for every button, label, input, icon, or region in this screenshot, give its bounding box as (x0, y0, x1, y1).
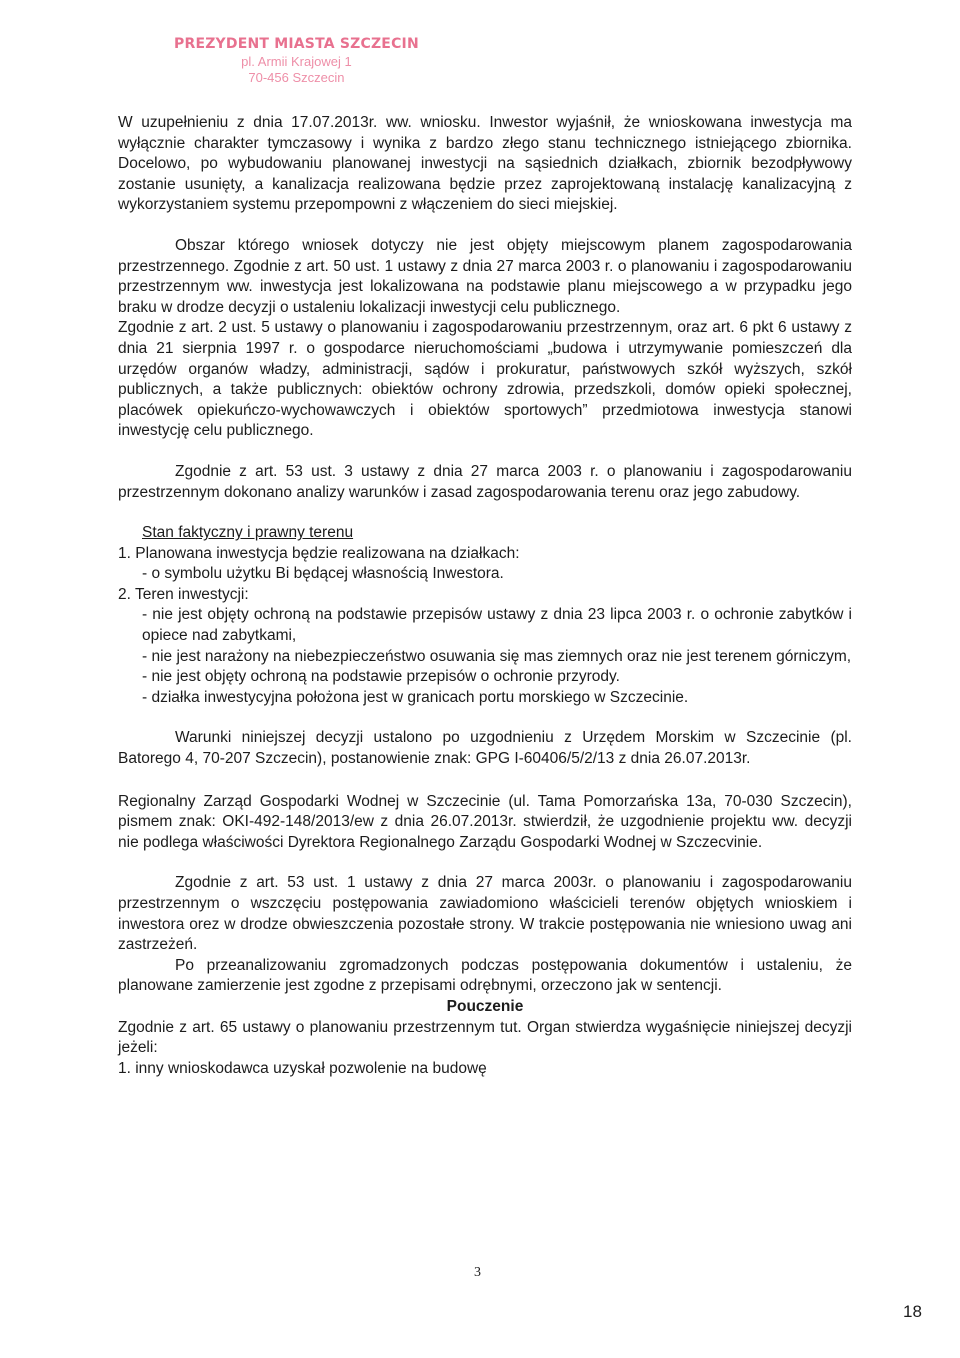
list-subitem: - nie jest narażony na niebezpieczeństwo osuwania się mas ziemnych oraz nie jest terenem górniczym, (142, 647, 852, 665)
section-heading: Stan faktyczny i prawny terenu (142, 524, 354, 542)
list-subitem: - nie jest objęty ochroną na podstawie przepisów o ochronie przyrody. (142, 668, 620, 686)
list-item: 1. Planowana inwestycja będzie realizowana na działkach: (118, 544, 520, 562)
paragraph: W uzupełnieniu z dnia 17.07.2013r. ww. wniosku. Inwestor wyjaśnił, że wnioskowana inwestycja ma wyłącznie charakter tymczasowy i wynika z bardzo złego stanu technicznego istniejącego zbiornika. Docelowo, po wybudowaniu planowanej inwestycji na sąsiednich działkach, zbiornik bezodpływowy zostanie usunięty, a kanalizacja realizowana będzie przez zaprojektowaną instalację kanalizacyjną z wykorzystaniem systemu przepompowni z włączeniem do sieci miejskiej. (118, 114, 852, 214)
section-heading: Pouczenie (446, 997, 524, 1015)
list-item: 1. inny wnioskodawca uzyskał pozwolenie na budowę (118, 1059, 487, 1077)
list-subitem: - nie jest objęty ochroną na podstawie przepisów ustawy z dnia 23 lipca 2003 r. o ochronie zabytków i opiece nad zabytkami, (142, 606, 852, 645)
sheet-number: 18 (903, 1302, 922, 1321)
document-body (118, 113, 852, 1079)
list-subitem: - działka inwestycyjna położona jest w granicach portu morskiego w Szczecinie. (142, 688, 689, 706)
paragraph: Regionalny Zarząd Gospodarki Wodnej w Szczecinie (ul. Tama Pomorzańska 13a, 70-030 Szczecin), pismem znak: OKI-492-148/2013/ew z dnia 26.07.2013r. stwierdził, że uzgodnienie projektu ww. decyzji nie podlega właściwości Dyrektora Regionalnego Zarządu Gospodarki Wodnej w Szczecvinie. (118, 792, 852, 851)
page-number: 3 (474, 1265, 481, 1280)
paragraph: Zgodnie z art. 53 ust. 1 ustawy z dnia 27 marca 2003r. o planowaniu i zagospodarowaniu przestrzennym o wszczęciu postępowania zawiadomiono właścicieli terenów objętych wnioskiem i inwestora orez w drodze obwieszczenia pozostałe strony. W trakcie postępowania nie wniesiono uwag ani zastrzeżeń. (118, 874, 852, 954)
paragraph: Zgodnie z art. 53 ust. 3 ustawy z dnia 27 marca 2003 r. o planowaniu i zagospodarowaniu przestrzennym dokonano analizy warunków i zasad zagospodarowania terenu oraz jego zabudowy. (118, 462, 852, 501)
paragraph: Zgodnie z art. 2 ust. 5 ustawy o planowaniu i zagospodarowaniu przestrzennym, oraz art. 6 pkt 6 ustawy z dnia 21 sierpnia 1997 r. o gospodarce nieruchomościami „budowa i utrzymywanie pomieszczeń dla urzędów organów władzy, administracji, sądów i prokuratur, państwowych szkół wyższych, szkół publicznych, a także publicznych: obiektów ochrony zdrowia, przedszkoli, domów opieki społecznej, placówek opiekuńczo-wychowawczych i obiektów sportowych” przedmiotowa inwestycja stanowi inwestycję celu publicznego. (118, 319, 852, 440)
letterhead (174, 36, 419, 86)
issuer-postal: 70-456 Szczecin (248, 69, 345, 85)
paragraph: Obszar którego wniosek dotyczy nie jest objęty miejscowym planem zagospodarowania przestrzennego. Zgodnie z art. 50 ust. 1 ustawy z dnia 27 marca 2003 r. o planowaniu i zagospodarowaniu przestrzennym ww. inwestycja jest lokalizowana na podstawie planu miejscowego a w przypadku jego braku w drodze decyzji o ustaleniu lokalizacji inwestycji celu publicznego. (118, 236, 852, 316)
list-subitem: - o symbolu użytku Bi będącej własnością Inwestora. (142, 565, 504, 583)
issuer-name: PREZYDENT MIASTA SZCZECIN (174, 36, 419, 52)
list-item: 2. Teren inwestycji: (118, 585, 249, 603)
paragraph: Warunki niniejszej decyzji ustalono po uzgodnieniu z Urzędem Morskim w Szczecinie (pl. Batorego 4, 70-207 Szczecin), postanowienie znak: GPG I-60406/5/2/13 z dnia 26.07.2013r. (118, 729, 852, 768)
issuer-street: pl. Armii Krajowej 1 (241, 53, 352, 69)
paragraph: Po przeanalizowaniu zgromadzonych podczas postępowania dokumentów i ustaleniu, że planowane zamierzenie jest zgodne z przepisami odrębnymi, orzeczono jak w sentencji. (118, 956, 852, 995)
paragraph: Zgodnie z art. 65 ustawy o planowaniu przestrzennym tut. Organ stwierdza wygaśnięcie niniejszej decyzji jeżeli: (118, 1018, 852, 1057)
